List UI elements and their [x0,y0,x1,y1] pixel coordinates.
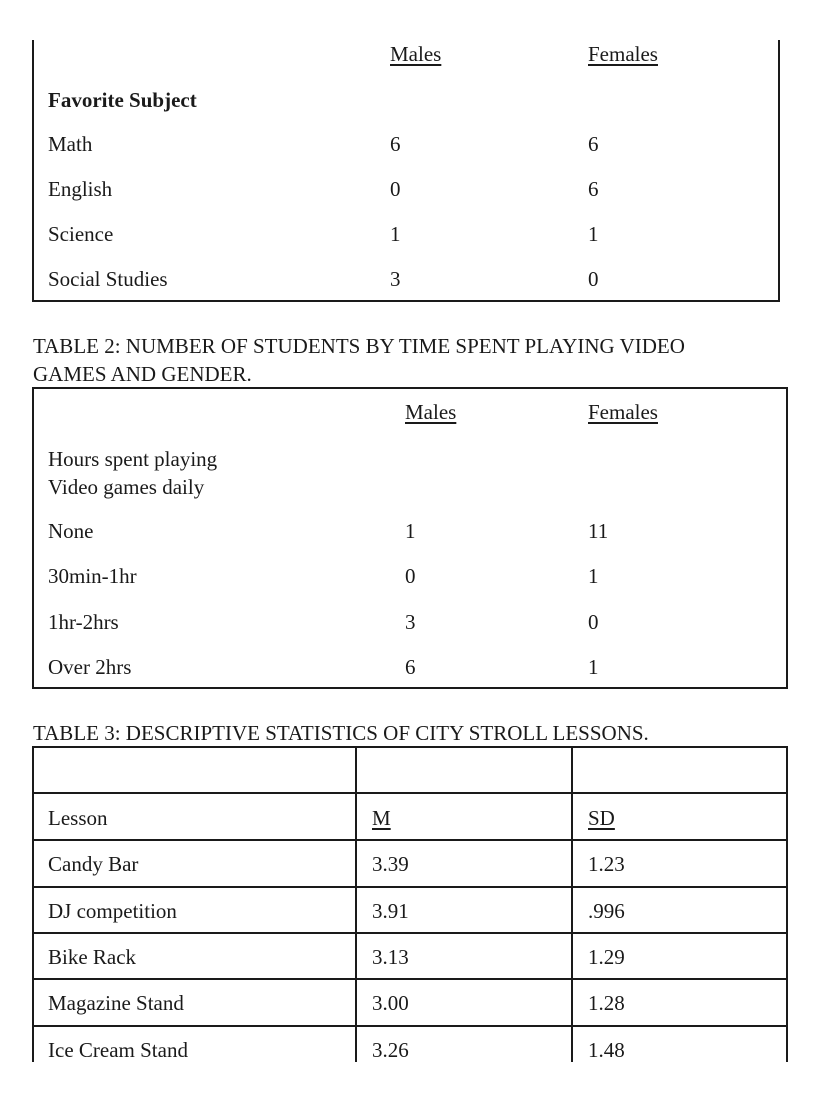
table3-row-sd: .996 [588,899,625,923]
table2-section-label-line1: Hours spent playing [48,447,218,471]
table2-row-males: 3 [405,610,416,634]
table3-row-sd: 1.28 [588,991,625,1015]
table2-bottom-border [32,687,788,689]
table1-row-label: Social Studies [48,267,168,291]
table1-row-label: Science [48,222,114,246]
table1-row-males: 0 [390,177,401,201]
table3-row-sd: 1.29 [588,945,625,969]
table1-section-label: Favorite Subject [48,88,197,112]
table3-row-lesson: DJ competition [48,899,177,923]
table2-left-border [32,387,34,689]
table2-row-males: 6 [405,655,416,679]
table2-right-border [786,387,788,689]
table2-row-label: None [48,519,94,543]
table3-hline [32,932,788,934]
table1-row-females: 1 [588,222,599,246]
table3-hline [32,1025,788,1027]
table1-row-males: 1 [390,222,401,246]
table3-row-lesson: Magazine Stand [48,991,184,1015]
table1-row-label: Math [48,132,93,156]
table3-row-m: 3.13 [372,945,409,969]
table3-vline [786,746,788,1062]
table1-header-females: Females [588,42,658,66]
table2-row-label: 1hr-2hrs [48,610,119,634]
table2-row-females: 11 [588,519,609,543]
table3-row-m: 3.39 [372,852,409,876]
table3-header-sd: SD [588,806,615,830]
table3-row-lesson: Bike Rack [48,945,137,969]
table2-header-females: Females [588,400,658,424]
table3-row-m: 3.26 [372,1038,409,1062]
table2-section-label-line2: Video games daily [48,475,205,499]
table1-bottom-border [32,300,780,302]
table3-row-sd: 1.48 [588,1038,625,1062]
table2-section-label [48,445,217,501]
table3-header-lesson: Lesson [48,806,108,830]
table1-header-males: Males [390,42,442,66]
table2-row-females: 0 [588,610,599,634]
table3-row-m: 3.00 [372,991,409,1015]
table2-row-label: 30min-1hr [48,564,137,588]
table3-vline [32,746,34,1062]
table2-row-label: Over 2hrs [48,655,132,679]
table1-row-females: 6 [588,132,599,156]
table2-header-males: Males [405,400,457,424]
table1-row-females: 6 [588,177,599,201]
table3-header-m: M [372,806,391,830]
table1-left-border [32,40,34,302]
table2-row-males: 0 [405,564,416,588]
table2-row-females: 1 [588,564,599,588]
table3-hline [32,978,788,980]
table3-row-sd: 1.23 [588,852,625,876]
table3-caption: TABLE 3: DESCRIPTIVE STATISTICS OF CITY STROLL LESSONS. [33,721,649,745]
table1-right-border [778,40,780,302]
table3-hline [32,839,788,841]
table1-row-label: English [48,177,113,201]
table2-caption-line2: GAMES AND GENDER. [33,362,252,386]
table1-row-males: 6 [390,132,401,156]
table3-row-lesson: Ice Cream Stand [48,1038,188,1062]
table3-hline [32,886,788,888]
table2-row-males: 1 [405,519,416,543]
table2-top-border [32,387,788,389]
table3-vline [355,746,357,1062]
table3-hline [32,746,788,748]
table2-caption-line1: TABLE 2: NUMBER OF STUDENTS BY TIME SPENT PLAYING VIDEO [33,334,685,358]
table3-vline [571,746,573,1062]
table2-caption [33,332,685,388]
table3-row-lesson: Candy Bar [48,852,139,876]
table2-row-females: 1 [588,655,599,679]
table1-row-males: 3 [390,267,401,291]
table3-hline [32,792,788,794]
table1-row-females: 0 [588,267,599,291]
table3-row-m: 3.91 [372,899,409,923]
